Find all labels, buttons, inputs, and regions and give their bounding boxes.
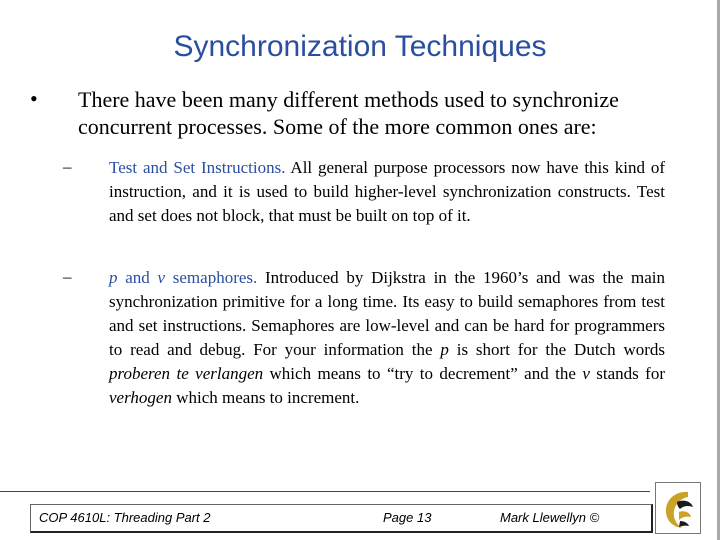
sub-item-semaphores bbox=[109, 266, 665, 410]
heading-v: v bbox=[157, 268, 166, 287]
footer-divider bbox=[0, 491, 650, 492]
heading-and: and bbox=[117, 268, 158, 287]
term-v: v bbox=[582, 364, 590, 383]
body-b: is short for the Dutch words bbox=[448, 340, 665, 359]
body-d: stands for bbox=[589, 364, 665, 383]
sub-item-test-and-set bbox=[109, 156, 665, 228]
term-p: p bbox=[440, 340, 449, 359]
heading-rest: semaphores. bbox=[165, 268, 258, 287]
footer-bar bbox=[30, 504, 653, 533]
footer-course: COP 4610L: Threading Part 2 bbox=[39, 510, 211, 525]
footer-page-number: Page 13 bbox=[383, 510, 432, 525]
slide-title: Synchronization Techniques bbox=[173, 30, 547, 63]
sub-item-heading: Test and Set Instructions. bbox=[109, 158, 286, 177]
body-e: which means to increment. bbox=[171, 388, 360, 407]
intro-text: There have been many different methods used to synchronize concurrent processes. Some of the more common ones are: bbox=[78, 87, 619, 139]
dash-marker-1: – bbox=[63, 157, 72, 176]
body-c: which means to “try to decrement” and the bbox=[263, 364, 583, 383]
dutch-phrase-1: proberen te verlangen bbox=[109, 364, 264, 383]
footer-author: Mark Llewellyn © bbox=[500, 510, 600, 525]
sub-item-body: All general purpose processors now have this kind of instruction, and it is used to build higher-level synchronization constructs. Test and set does not block, that must be built on top of it. bbox=[109, 158, 666, 225]
dash-marker-2: – bbox=[63, 267, 72, 286]
bullet-marker: • bbox=[30, 86, 38, 111]
ucf-pegasus-logo-icon bbox=[655, 482, 701, 534]
heading-p: p bbox=[109, 268, 118, 287]
dutch-phrase-2: verhogen bbox=[109, 388, 172, 407]
body-a: Introduced by Dijkstra in the 1960’s and was the main synchronization primitive for a long time. Its easy to build semaphores from test and set instructions. Semaphores are low-level and can be hard for programmers to read and debug. For your information the bbox=[109, 268, 665, 359]
